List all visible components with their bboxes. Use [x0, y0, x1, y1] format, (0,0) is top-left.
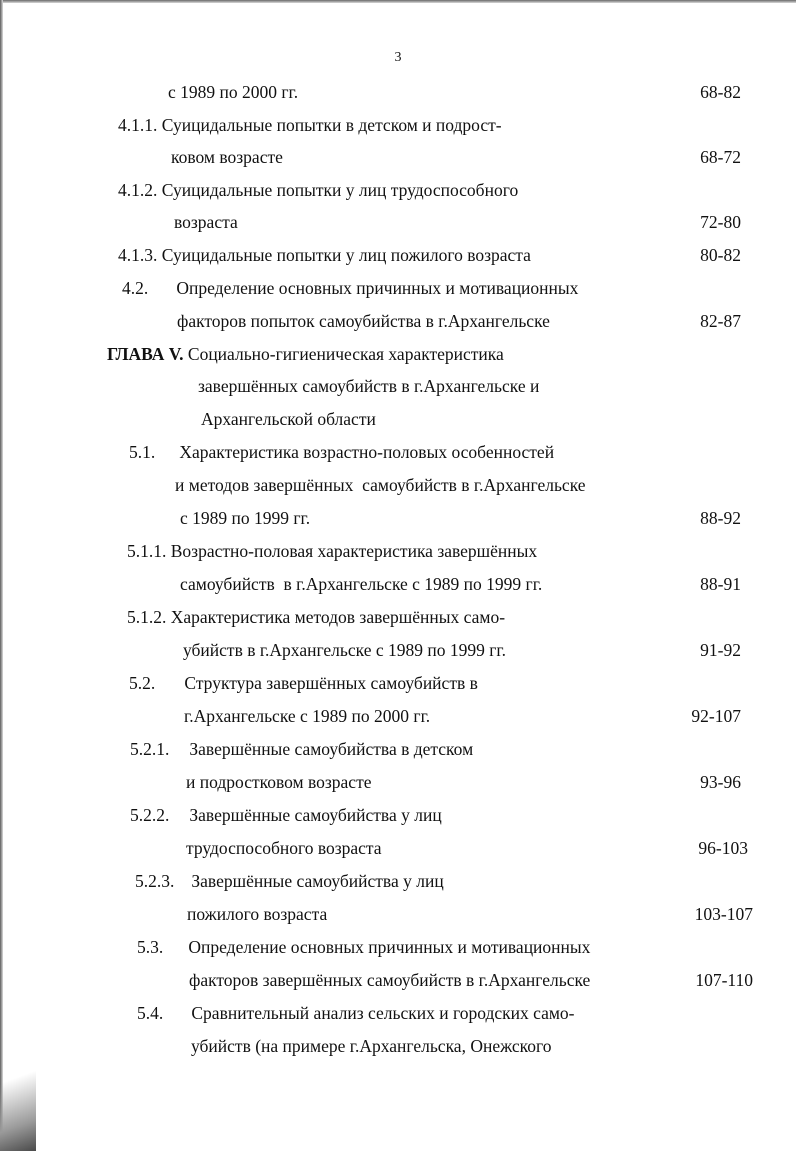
toc-entry-number: 4.1.1.	[118, 115, 158, 135]
toc-entry-text: трудоспособного возраста	[186, 838, 382, 858]
toc-page-ref: 96-103	[698, 838, 748, 858]
chapter-label: ГЛАВА V.	[107, 344, 184, 364]
toc-entry-number: 5.3.	[137, 937, 164, 957]
toc-entry-number: 4.2.	[122, 278, 149, 298]
toc-entry-text: факторов попыток самоубийства в г.Архангельске	[177, 311, 550, 331]
toc-entry-text: и подростковом возрасте	[186, 772, 372, 792]
scan-edge-left	[0, 0, 3, 1151]
toc-line	[137, 937, 590, 957]
toc-line	[184, 706, 430, 726]
toc-entry-text: и методов завершённых самоубийств в г.Архангельске	[175, 475, 586, 495]
toc-entry-number: 5.2.3.	[135, 871, 175, 891]
toc-page-ref: 88-91	[700, 574, 741, 594]
toc-entry-text: Завершённые самоубийства у лиц	[191, 871, 444, 891]
toc-page-ref: 68-82	[700, 82, 741, 102]
toc-entry-text: убийств в г.Архангельске с 1989 по 1999 гг.	[183, 640, 507, 660]
toc-line	[186, 772, 372, 792]
toc-line	[127, 541, 537, 561]
toc-entry-text: пожилого возраста	[187, 904, 328, 924]
toc-page-ref: 88-92	[700, 508, 741, 528]
toc-entry-text: Завершённые самоубийства у лиц	[189, 805, 442, 825]
toc-entry-text: Архангельской области	[201, 409, 376, 429]
toc-entry-number: 4.1.2.	[118, 180, 158, 200]
toc-line	[118, 115, 502, 135]
toc-entry-number: 5.4.	[137, 1003, 164, 1023]
toc-entry-number: 5.1.2.	[127, 607, 167, 627]
toc-line	[129, 673, 478, 693]
toc-entry-text: ковом возрасте	[171, 147, 283, 167]
toc-page-ref: 72-80	[700, 212, 741, 232]
toc-line	[118, 180, 518, 200]
toc-page-ref: 107-110	[695, 970, 753, 990]
toc-entry-text: Суицидальные попытки у лиц трудоспособного	[161, 180, 519, 200]
toc-line	[189, 970, 590, 990]
toc-line	[130, 805, 442, 825]
toc-line	[122, 278, 578, 298]
toc-entry-text: с 1989 по 2000 гг.	[168, 82, 299, 102]
scan-edge-top	[0, 0, 796, 3]
toc-line	[137, 1003, 575, 1023]
toc-entry-number: 5.1.1.	[127, 541, 167, 561]
toc-entry-text: с 1989 по 1999 гг.	[180, 508, 311, 528]
toc-line	[177, 311, 550, 331]
toc-entry-number: 5.1.	[129, 442, 156, 462]
toc-entry-text: Суицидальные попытки в детском и подрост-	[161, 115, 502, 135]
toc-entry-text: Характеристика возрастно-половых особенностей	[179, 442, 555, 462]
toc-page-ref: 80-82	[700, 245, 741, 265]
toc-line	[187, 904, 327, 924]
toc-entry-text: самоубийств в г.Архангельске с 1989 по 1999 гг.	[180, 574, 543, 594]
toc-entry-number: 5.2.1.	[130, 739, 170, 759]
toc-line	[201, 409, 376, 429]
toc-line	[135, 871, 444, 891]
toc-page-ref: 91-92	[700, 640, 741, 660]
toc-entry-text: факторов завершённых самоубийств в г.Архангельске	[189, 970, 591, 990]
toc-entry-number: 5.2.	[129, 673, 156, 693]
toc-entry-text: завершённых самоубийств в г.Архангельске и	[198, 376, 540, 396]
toc-line	[171, 147, 283, 167]
toc-line	[180, 508, 310, 528]
toc-page-ref: 92-107	[691, 706, 741, 726]
toc-entry-text: Структура завершённых самоубийств в	[184, 673, 478, 693]
toc-entry-text: Социально-гигиеническая характеристика	[187, 344, 504, 364]
toc-entry-text: Определение основных причинных и мотивационных	[176, 278, 579, 298]
toc-line	[118, 245, 531, 265]
toc-entry-text: Определение основных причинных и мотивационных	[188, 937, 591, 957]
toc-entry-text: Суицидальные попытки у лиц пожилого возраста	[161, 245, 531, 265]
toc-entry-text: возраста	[174, 212, 238, 232]
toc-entry-text: Возрастно-половая характеристика завершённых	[170, 541, 538, 561]
toc-line	[183, 640, 506, 660]
toc-line	[127, 607, 505, 627]
toc-line	[168, 82, 298, 102]
toc-line	[186, 838, 382, 858]
toc-line	[129, 442, 554, 462]
toc-entry-number: 4.1.3.	[118, 245, 158, 265]
toc-line	[130, 739, 473, 759]
toc-page-ref: 103-107	[694, 904, 753, 924]
toc-line	[198, 376, 539, 396]
toc-line	[191, 1036, 552, 1056]
toc-line	[175, 475, 586, 495]
scan-shadow-bottom-left	[0, 1040, 36, 1151]
toc-page-ref: 93-96	[700, 772, 741, 792]
toc-entry-text: убийств (на примере г.Архангельска, Онежского	[191, 1036, 552, 1056]
toc-entry-number: 5.2.2.	[130, 805, 170, 825]
toc-page-ref: 68-72	[700, 147, 741, 167]
page-number: 3	[394, 50, 402, 65]
toc-entry-text: Характеристика методов завершённых само-	[170, 607, 506, 627]
toc-entry-text: Сравнительный анализ сельских и городских само-	[191, 1003, 575, 1023]
toc-line	[180, 574, 542, 594]
toc-line	[174, 212, 238, 232]
toc-page-ref: 82-87	[700, 311, 741, 331]
toc-chapter-heading	[107, 344, 504, 364]
toc-entry-text: г.Архангельске с 1989 по 2000 гг.	[184, 706, 431, 726]
toc-entry-text: Завершённые самоубийства в детском	[189, 739, 474, 759]
